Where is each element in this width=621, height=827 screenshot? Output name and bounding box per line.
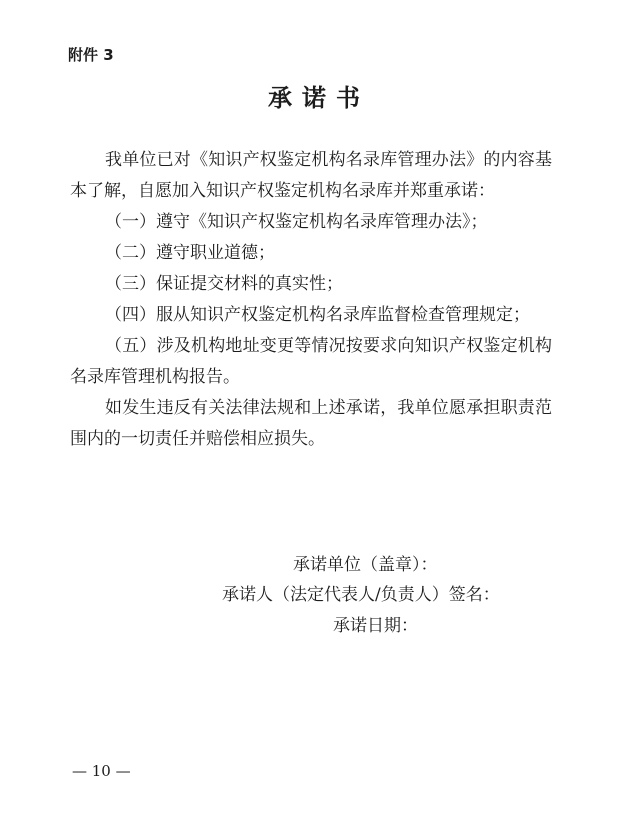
text-line: （四）服从知识产权鉴定机构名录库监督检查管理规定；: [105, 305, 530, 325]
commitment-item-4: [70, 300, 552, 331]
commitment-body: [70, 145, 552, 455]
closing-paragraph: [70, 393, 552, 455]
text-line: 本了解，自愿加入知识产权鉴定机构名录库并郑重承诺：: [70, 181, 495, 201]
text-line: 名录库管理机构报告。: [70, 367, 240, 387]
commitment-item-3: [70, 269, 552, 300]
intro-paragraph: [70, 145, 552, 207]
commitment-item-1: [70, 207, 552, 238]
text-line: 如发生违反有关法律法规和上述承诺，我单位愿承担职责范: [105, 398, 552, 418]
attachment-label: 附件 3: [68, 46, 114, 64]
text-line: 我单位已对《知识产权鉴定机构名录库管理办法》的内容基: [105, 150, 552, 170]
signature-date-line: 承诺日期：: [333, 616, 418, 636]
text-line: （二）遵守职业道德；: [105, 243, 275, 263]
signature-signer-line: 承诺人（法定代表人/负责人）签名：: [222, 585, 500, 605]
page-number: — 10 —: [72, 762, 131, 780]
document-title: 承诺书: [268, 83, 370, 112]
text-line: 围内的一切责任并赔偿相应损失。: [70, 429, 325, 449]
text-line: （一）遵守《知识产权鉴定机构名录库管理办法》；: [105, 212, 488, 232]
commitment-item-5: [70, 331, 552, 393]
signature-unit-line: 承诺单位（盖章）：: [293, 555, 438, 575]
text-line: （三）保证提交材料的真实性；: [105, 274, 343, 294]
text-line: （五）涉及机构地址变更等情况按要求向知识产权鉴定机构: [105, 336, 552, 356]
commitment-item-2: [70, 238, 552, 269]
